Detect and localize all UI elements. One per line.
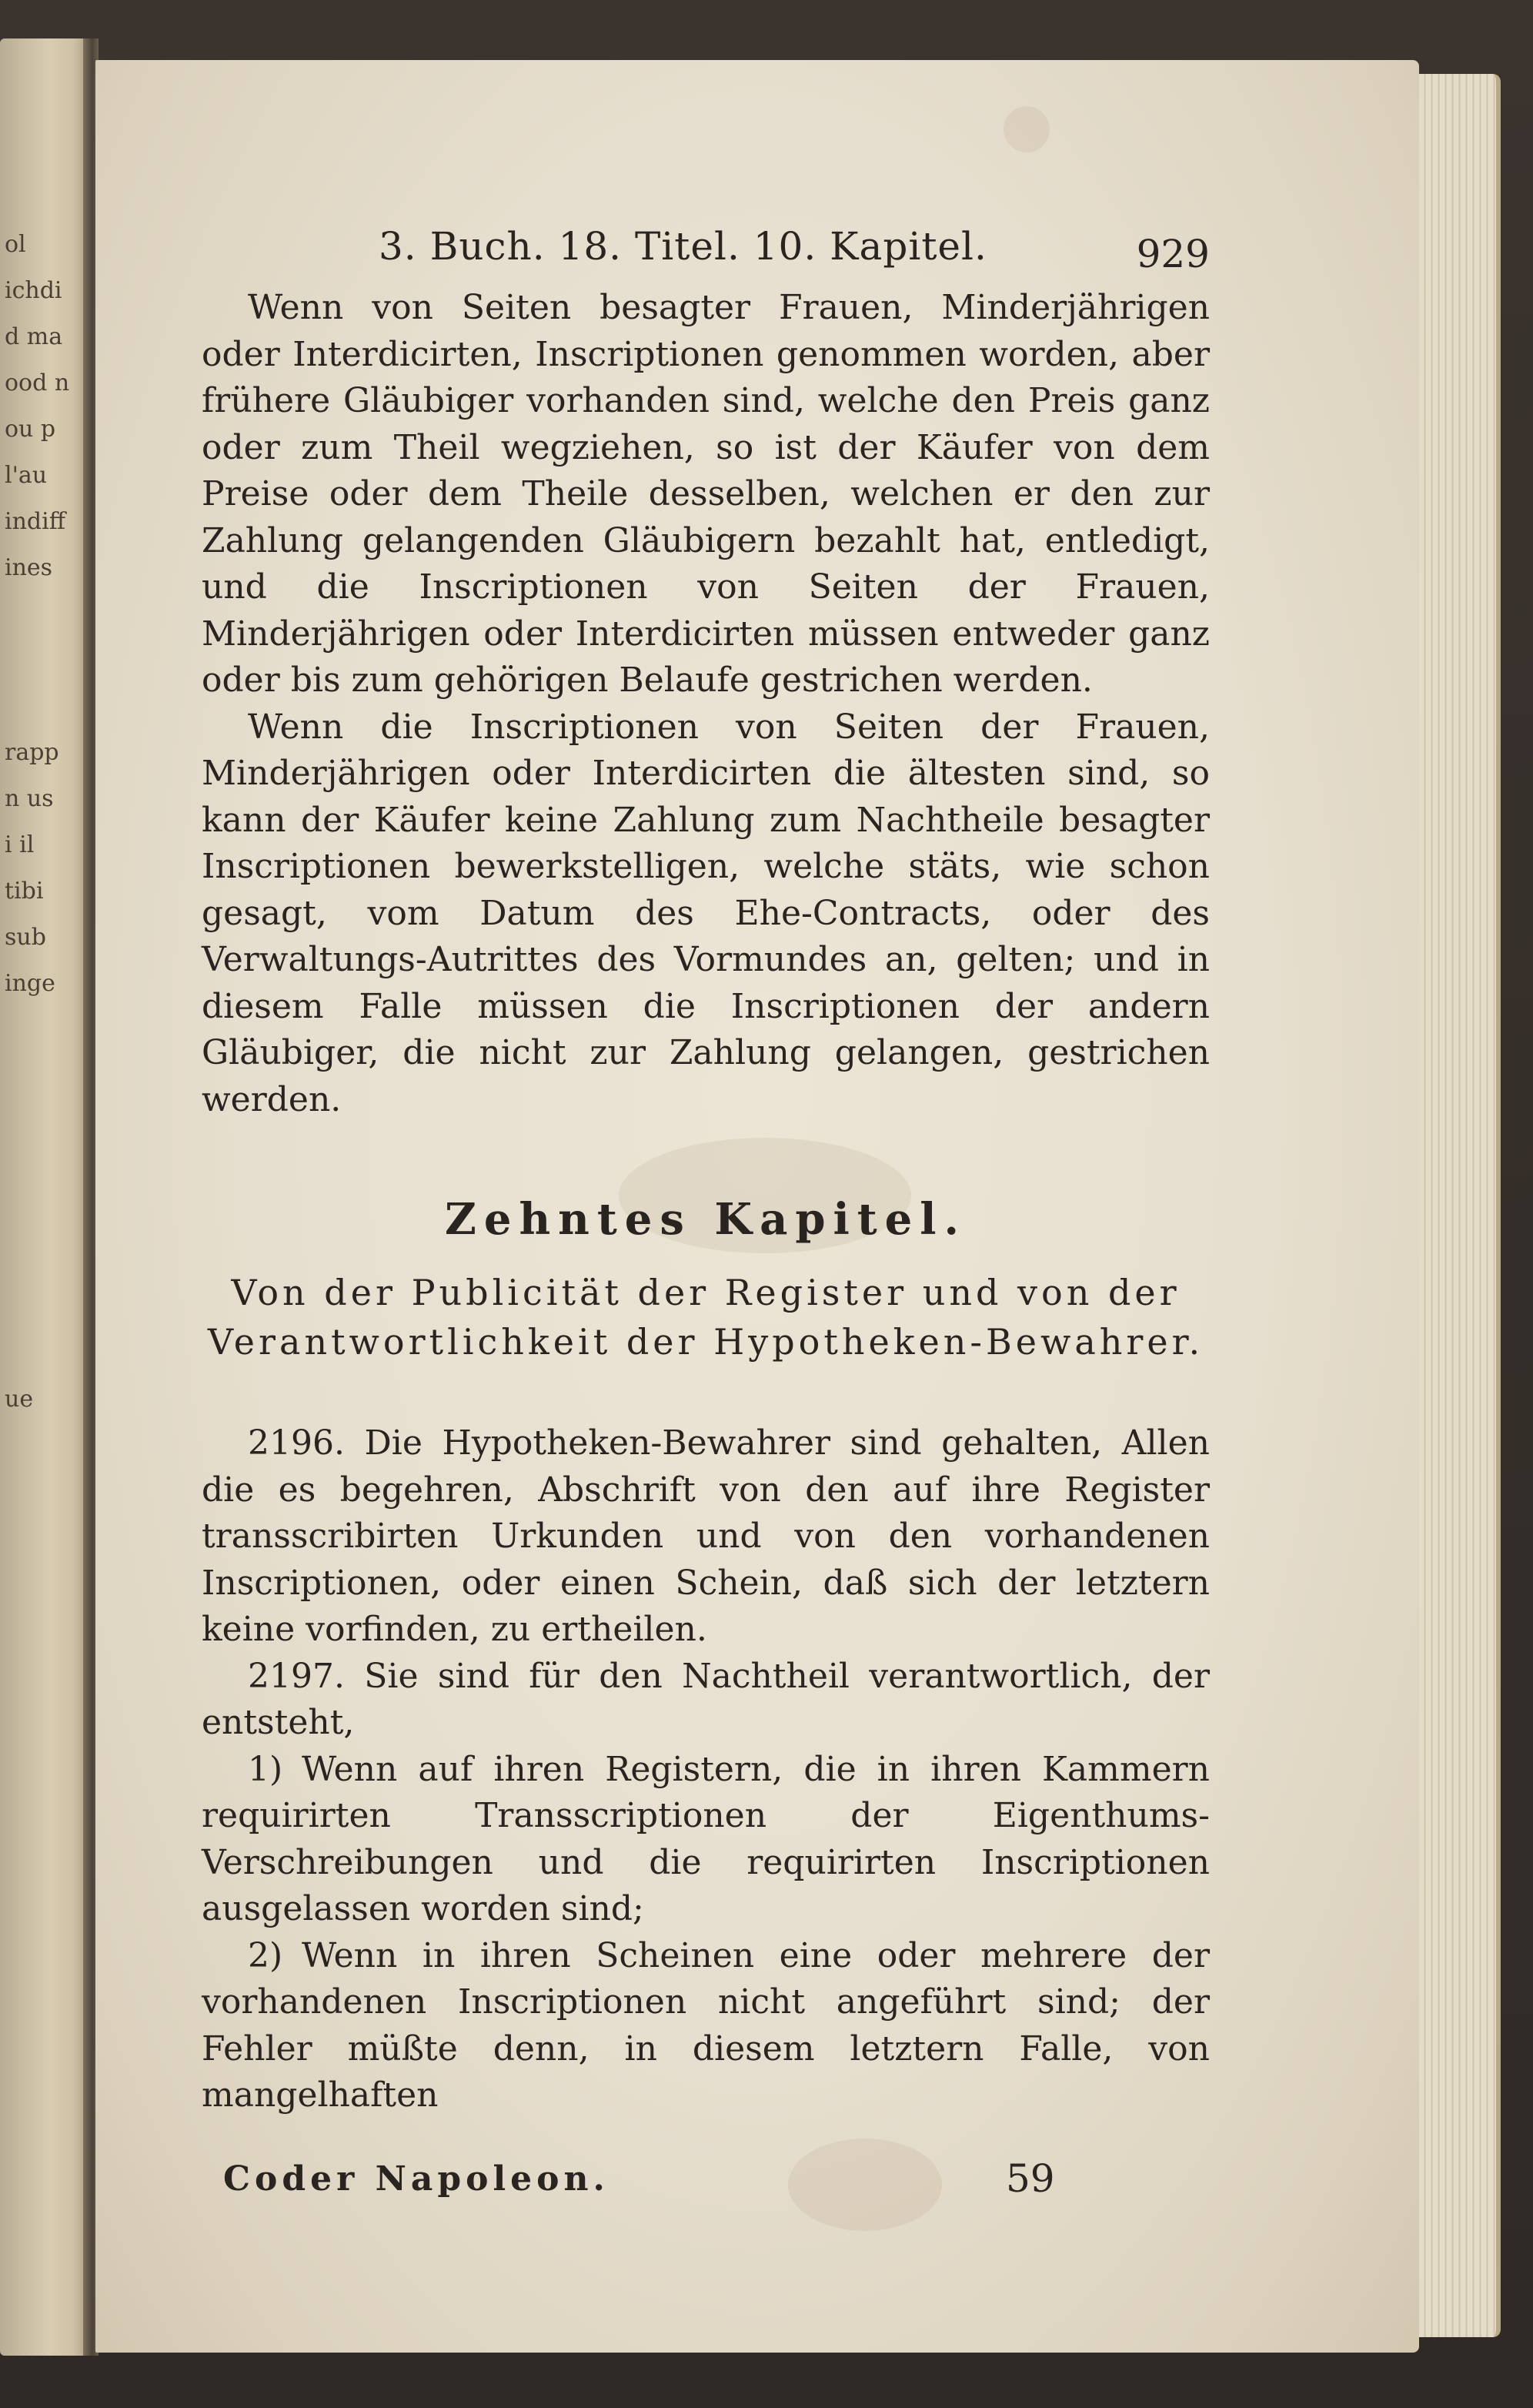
left-page-fragment: ines [5, 554, 53, 581]
chapter-subtitle [202, 1268, 1210, 1366]
left-page-fragment: n us [5, 785, 54, 812]
left-page-fragment: ue [5, 1386, 34, 1413]
left-page-fragment: l'au [5, 462, 48, 489]
left-page-fragment: rapp [5, 739, 59, 766]
left-page-fragment: indiff [5, 508, 66, 535]
chapter-title: Zehntes Kapitel. [444, 1194, 967, 1245]
article [202, 1420, 1210, 1654]
page-number: 929 [1136, 232, 1210, 276]
chapter-subtitle-line: Von der Publicität der Register und von der [231, 1272, 1181, 1313]
left-page-fragment: sub [5, 924, 46, 951]
left-page-fragment: inge [5, 970, 55, 997]
article-text: Die Hypotheken-Bewahrer sind gehalten, Allen die es begehren, Abschrift von den auf ihre Register transscribirten Urkunden und von den vorhandenen Inscriptionen, oder einen Schein, daß sich der letztern keine vorfinden, zu ertheilen. [202, 1423, 1210, 1649]
page-stack-edge [1419, 74, 1501, 2337]
article [202, 1654, 1210, 1747]
signature-number: 59 [1006, 2155, 1055, 2201]
paragraph [202, 704, 1210, 1124]
list-item-text: Wenn auf ihren Registern, die in ihren Kammern requirirten Transscriptionen der Eigenthums-Verschreibungen und die requirirten Inscriptionen ausgelassen worden sind; [202, 1749, 1210, 1928]
left-page-fragment: d ma [5, 323, 63, 350]
list-item-number: 1) [248, 1749, 283, 1789]
page-footer [202, 2155, 1210, 2213]
article-number: 2196. [248, 1423, 345, 1463]
page-content [202, 223, 1210, 2213]
paragraph-text: Wenn von Seiten besagter Frauen, Minderjährigen oder Interdicirten, Inscriptionen genommen worden, aber frühere Gläubiger vorhanden sind, welche den Preis ganz oder zum Theil wegziehen, so ist der Käufer von dem Preise oder dem Theile desselben, welchen er den zur Zahlung gelangenden Gläubigern bezahlt hat, entledigt, und die Inscriptionen von Seiten der Frauen, Minderjährigen oder Interdicirten müssen entweder ganz oder bis zum gehörigen Belaufe gestrichen werden. [202, 288, 1210, 700]
article-text: Sie sind für den Nachtheil verantwortlich, der entsteht, [202, 1656, 1210, 1742]
list-item [202, 1747, 1210, 1933]
paragraph [202, 285, 1210, 704]
running-header [202, 223, 1210, 285]
signature-title: Coder Napoleon. [223, 2159, 610, 2199]
left-page-fragment: ood n [5, 370, 70, 396]
paragraph-text: Wenn die Inscriptionen von Seiten der Frauen, Minderjährigen oder Interdicirten die ältesten sind, so kann der Käufer keine Zahlung zum Nachtheile besagter Inscriptionen bewerkstelligen, welche stäts, wie schon gesagt, vom Datum des Ehe-Contracts, oder des Verwaltungs-Autrittes des Vormundes an, gelten; und in diesem Falle müssen die Inscriptionen der andern Gläubiger, die nicht zur Zahlung gelangen, gestrichen werden. [202, 707, 1210, 1119]
left-page-fragment: ol [5, 231, 26, 258]
left-page-fragment: ou p [5, 416, 56, 443]
list-item [202, 1933, 1210, 2119]
list-item-number: 2) [248, 1935, 283, 1975]
running-title: 3. Buch. 18. Titel. 10. Kapitel. [379, 224, 987, 269]
article-number: 2197. [248, 1656, 345, 1696]
left-page-fragment: ichdi [5, 277, 62, 304]
left-page-edge [0, 38, 91, 2356]
left-page-fragment: tibi [5, 878, 44, 905]
chapter-subtitle-line: Verantwortlichkeit der Hypotheken-Bewahrer. [207, 1321, 1204, 1363]
paper-stain [1004, 106, 1050, 152]
list-item-text: Wenn in ihren Scheinen eine oder mehrere der vorhandenen Inscriptionen nicht angeführt sind; der Fehler müßte denn, in diesem letztern Falle, von mangelhaften [202, 1935, 1210, 2115]
left-page-fragment: i il [5, 831, 35, 858]
